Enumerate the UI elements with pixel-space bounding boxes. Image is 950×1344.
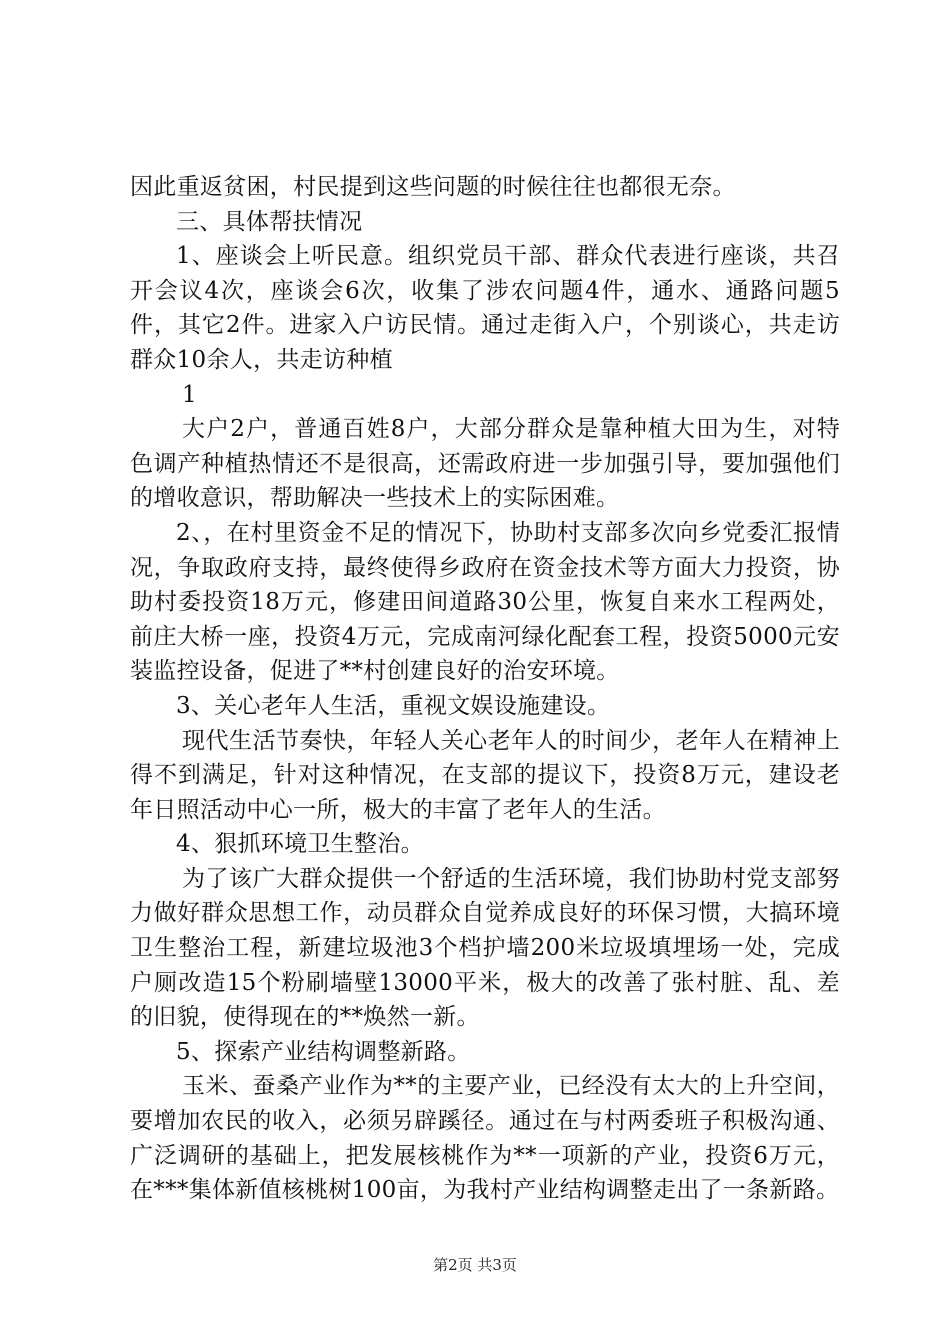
paragraph-item-3-heading: 3、关心老年人生活，重视文娱设施建设。 (176, 692, 611, 719)
inline-page-number: 1 (182, 381, 197, 408)
paragraph-item-4-body: 为了该广大群众提供一个舒适的生活环境，我们协助村党支部努力做好群众思想工作，动员群众自觉养成良好的环保习惯，大搞环境卫生整治工程，新建垃圾池3个档护墙200米垃圾填埋场一处，完成户厕改造15个粉刷墙壁13000平米，极大的改善了张村脏、乱、差的旧貌，使得现在的**焕然一新。 (130, 865, 840, 1031)
paragraph-item-5-body: 玉米、蚕桑产业作为**的主要产业，已经没有太大的上升空间，要增加农民的收入，必须另辟蹊径。通过在与村两委班子积极沟通、广泛调研的基础上，把发展核桃作为**一项新的产业，投资6万元，在***集体新值核桃树100亩，为我村产业结构调整走出了一条新路。 (130, 1073, 840, 1204)
paragraph-item-3-body: 现代生活节奏快，年轻人关心老年人的时间少，老年人在精神上得不到满足，针对这种情况，在支部的提议下，投资8万元，建设老年日照活动中心一所，极大的丰富了老年人的生活。 (130, 727, 840, 823)
paragraph-item-5-heading: 5、探索产业结构调整新路。 (176, 1038, 471, 1065)
document-body (130, 170, 840, 1208)
paragraph-item-4-heading: 4、狠抓环境卫生整治。 (176, 831, 424, 858)
section-heading: 三、具体帮扶情况 (176, 208, 363, 235)
paragraph-item-1: 1、座谈会上听民意。组织党员干部、群众代表进行座谈，共召开会议4次，座谈会6次，收集了涉农问题4件，通水、通路问题5件，其它2件。进家入户访民情。通过走街入户，个别谈心，共走访群众10余人，共走访种植 (130, 243, 840, 373)
paragraph-item-1-continued: 大户2户，普通百姓8户，大部分群众是靠种植大田为生，对特色调产种植热情还不是很高，还需政府进一步加强引导，要加强他们的增收意识，帮助解决一些技术上的实际困难。 (130, 416, 840, 512)
paragraph-item-2: 2、，在村里资金不足的情况下，协助村支部多次向乡党委汇报情况，争取政府支持，最终使得乡政府在资金技术等方面大力投资，协助村委投资18万元，修建田间道路30公里，恢复自来水工程两处，前庄大桥一座，投资4万元，完成南河绿化配套工程，投资5000元安装监控设备，促进了**村创建良好的治安环境。 (130, 519, 840, 685)
page-footer: 第2页 共3页 (433, 1256, 517, 1274)
paragraph-continuation: 因此重返贫困，村民提到这些问题的时候往往也都很无奈。 (130, 174, 736, 200)
